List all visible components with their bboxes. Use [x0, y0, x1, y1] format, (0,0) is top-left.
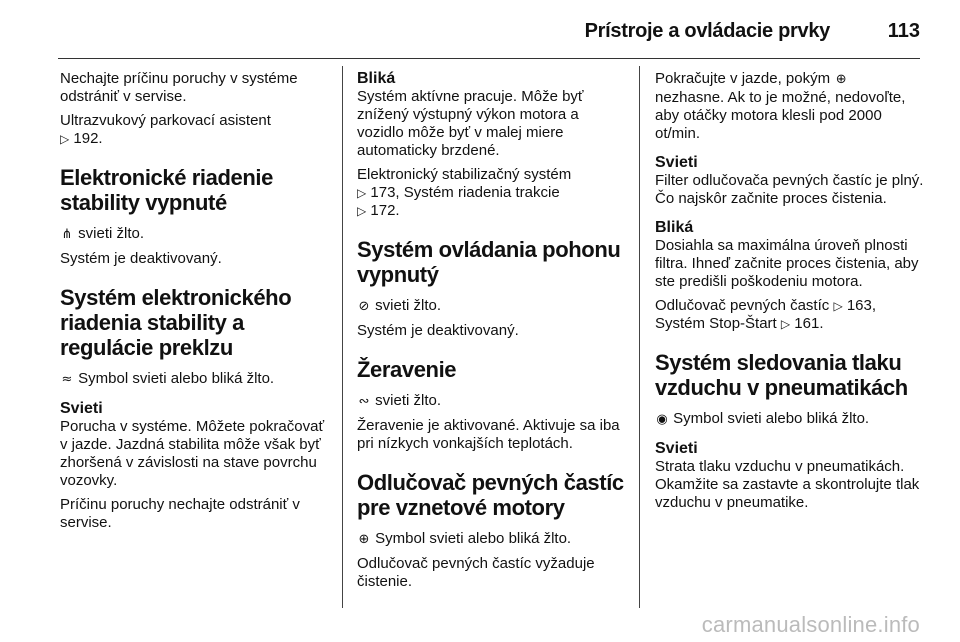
paragraph: Systém aktívne pracuje. Môže byť znížený výstupný výkon motora a vozidlo môže byť v malej miere automaticky brzdené. [357, 88, 584, 159]
paragraph: ◉ Symbol svieti alebo bliká žlto. [656, 410, 870, 427]
subheading-blika: Bliká [655, 219, 694, 236]
column-divider [639, 66, 640, 608]
skid-car-icon: ≈ [61, 372, 73, 387]
paragraph: Elektronický stabilizačný systém ▷ 173, Systém riadenia trakcie ▷ 172. [357, 166, 572, 219]
reference-text: Ultrazvukový parkovací asistent [60, 112, 271, 129]
diesel-particle-filter-icon: ⊕ [835, 72, 847, 87]
traction-off-icon: ⊘ [358, 299, 370, 314]
subheading-svieti: Svieti [655, 154, 698, 171]
esc-off-icon: ⋔ [61, 227, 73, 242]
section-heading-esc-tc: Systém elektronického riadenia stability a regulácie preklzu [60, 285, 292, 360]
page-reference[interactable]: 163, [846, 297, 877, 314]
paragraph: Dosiahla sa maximálna úroveň plnosti filtra. Ihneď začnite proces čistenia, aby ste predišli poškodeniu motora. [655, 237, 919, 290]
paragraph: Filter odlučovača pevných častíc je plný. Čo najskôr začnite proces čistenia. [655, 172, 924, 207]
page-reference[interactable]: 173, Systém riadenia trakcie [370, 184, 560, 201]
paragraph: Systém je deaktivovaný. [357, 322, 519, 339]
paragraph: Príčinu poruchy nechajte odstrániť v servise. [60, 496, 300, 531]
column-3 [655, 70, 927, 614]
paragraph: Porucha v systéme. Môžete pokračovať v jazde. Jazdná stabilita môže však byť zhoršená v závislosti na stave povrchu vozovky. [60, 418, 325, 489]
section-heading-tc-off: Systém ovládania pohonu vypnutý [357, 237, 621, 287]
column-divider [342, 66, 343, 608]
subheading-svieti: Svieti [655, 440, 698, 457]
page-reference-arrow-icon: ▷ [357, 186, 367, 200]
paragraph: Odlučovač pevných častíc ▷ 163, Systém Stop-Štart ▷ 161. [655, 297, 877, 332]
paragraph: Pokračujte v jazde, pokým ⊕ nezhasne. Ak to je možné, nedovoľte, aby otáčky motora klesli pod 2000 ot/min. [655, 70, 906, 142]
watermark: carmanualsonline.info [701, 612, 920, 637]
glow-plug-icon: ∾ [358, 394, 370, 409]
paragraph: ⊘ svieti žlto. [358, 297, 442, 314]
section-heading-dpf: Odlučovač pevných častíc pre vznetové motory [357, 470, 624, 520]
page-reference-arrow-icon: ▷ [357, 204, 367, 218]
paragraph: ∾ svieti žlto. [358, 392, 442, 409]
page-reference[interactable]: 192. [73, 130, 103, 147]
page-reference[interactable]: 172. [370, 202, 400, 219]
column-1 [60, 70, 332, 614]
paragraph: ⋔ svieti žlto. [61, 225, 145, 242]
subheading-svieti: Svieti [60, 400, 103, 417]
diesel-particle-filter-icon: ⊕ [358, 532, 370, 547]
page-reference-arrow-icon: ▷ [833, 299, 843, 313]
page-reference-arrow-icon: ▷ [780, 317, 791, 331]
page-title: Prístroje a ovládacie prvky [584, 20, 830, 42]
paragraph: ⊕ Symbol svieti alebo bliká žlto. [358, 530, 572, 547]
tire-pressure-icon: ◉ [656, 412, 668, 427]
page-header [58, 14, 920, 59]
paragraph: Systém je deaktivovaný. [60, 250, 222, 267]
column-2 [357, 70, 629, 614]
paragraph: Odlučovač pevných častíc vyžaduje čistenie. [357, 555, 595, 590]
page-reference[interactable]: 161. [794, 315, 824, 332]
page-number: 113 [887, 20, 920, 42]
subheading-blika: Bliká [357, 70, 396, 87]
paragraph: ≈ Symbol svieti alebo bliká žlto. [61, 370, 275, 387]
page-reference-arrow-icon: ▷ [60, 132, 70, 146]
section-heading-glow: Žeravenie [357, 357, 457, 382]
section-heading-tpms: Systém sledovania tlaku vzduchu v pneumatikách [655, 350, 908, 400]
paragraph: Žeravenie je aktivované. Aktivuje sa iba pri nízkych vonkajších teplotách. [357, 417, 620, 452]
paragraph: Nechajte príčinu poruchy v systéme odstrániť v servise. [60, 70, 298, 105]
paragraph: Strata tlaku vzduchu v pneumatikách. Okamžite sa zastavte a skontrolujte tlak vzduchu v pneumatike. [655, 458, 920, 511]
paragraph [60, 112, 332, 148]
section-heading-esc-off: Elektronické riadenie stability vypnuté [60, 165, 273, 215]
